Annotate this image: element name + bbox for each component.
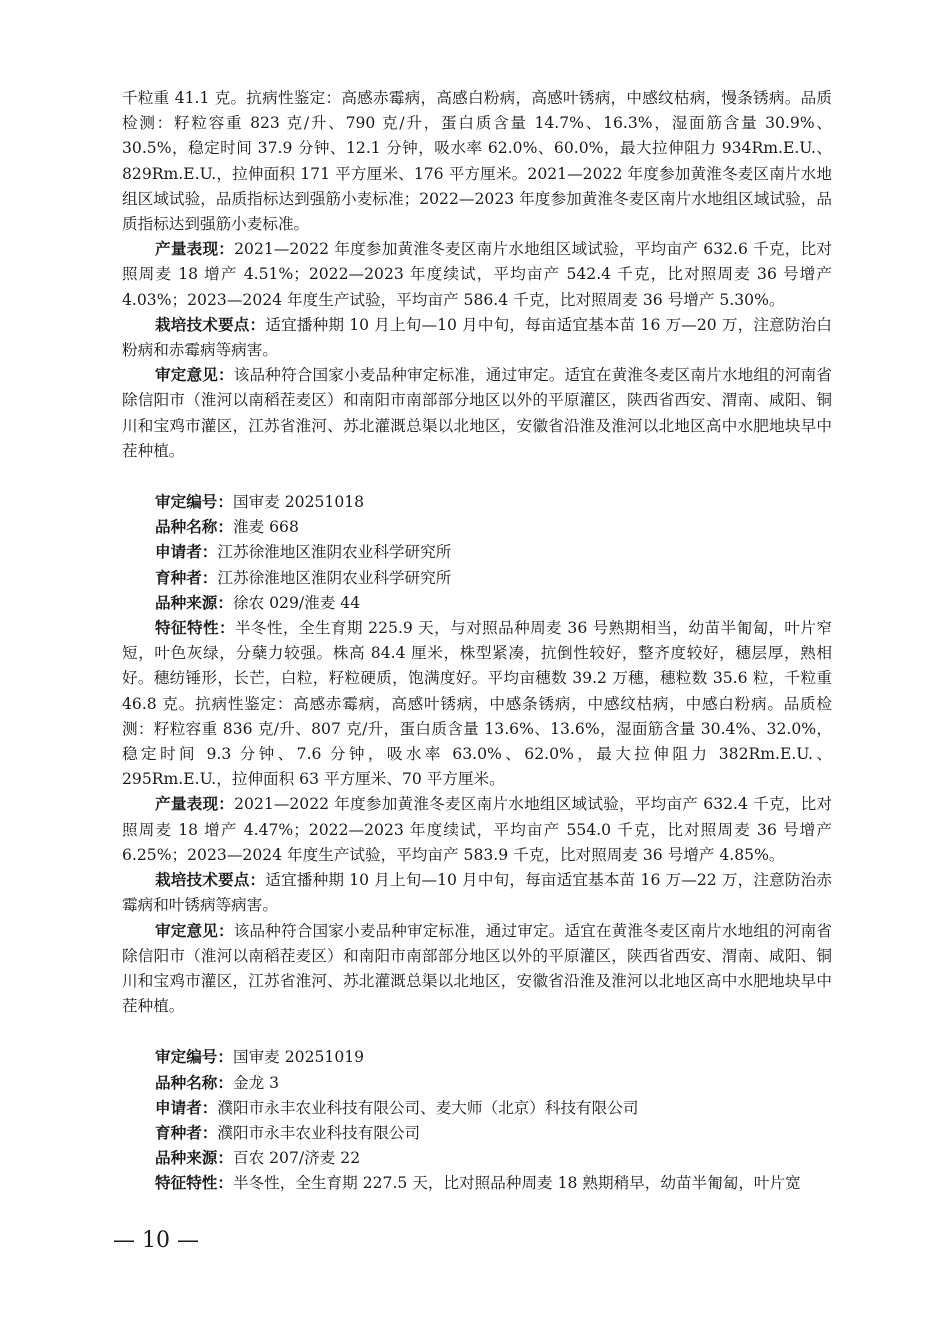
name-value: 淮麦 668 — [232, 518, 299, 537]
entry2-source — [122, 591, 832, 616]
name-label: 品种名称： — [155, 518, 233, 537]
breeder-label: 育种者： — [155, 568, 218, 587]
opinion-text: 该品种符合国家小麦品种审定标准，通过审定。适宜在黄淮冬麦区南片水地组的河南省除信阳市（淮河以南稻茬麦区）和南阳市南部部分地区以外的平原灌区，陕西省西安、渭南、咸阳、铜川和宝鸡市灌区，江苏省淮河、苏北灌溉总渠以北地区，安徽省沿淮及淮河以北地区高中水肥地块早中茬种植。 — [122, 366, 832, 460]
entry2-opinion — [122, 919, 832, 1020]
yield-text: 2021—2022 年度参加黄淮冬麦区南片水地组区域试验，平均亩产 632.4 千克，比对照周麦 18 增产 4.47%；2022—2023 年度续试，平均亩产 554.0 千克，比对照周麦 36 号增产 6.25%；2023—2024 年度生产试验，平均亩产 583.9 千克，比对照周麦 36 号增产 4.85%。 — [122, 795, 832, 864]
applicant-label: 申请者： — [155, 1098, 218, 1117]
tech-label: 栽培技术要点： — [155, 315, 266, 334]
applicant-label: 申请者： — [155, 543, 218, 562]
breeder-value: 濮阳市永丰农业科技有限公司 — [217, 1123, 421, 1142]
entry2-traits — [122, 616, 832, 792]
opinion-label: 审定意见： — [155, 366, 234, 385]
traits-label: 特征特性： — [155, 1174, 233, 1193]
intro-tech-paragraph — [122, 313, 832, 363]
entry3-applicant — [122, 1096, 832, 1121]
code-value: 国审麦 20251019 — [232, 1048, 365, 1067]
entry2-applicant — [122, 540, 832, 565]
intro-opinion-paragraph — [122, 363, 832, 464]
entry2-breeder — [122, 566, 832, 591]
entry3-breeder — [122, 1121, 832, 1146]
entry3-code — [122, 1045, 832, 1070]
yield-text: 2021—2022 年度参加黄淮冬麦区南片水地组区域试验，平均亩产 632.6 千克，比对照周麦 18 增产 4.51%；2022—2023 年度续试，平均亩产 542.4 千克，比对照周麦 36 号增产 4.03%；2023—2024 年度生产试验，平均亩产 586.4 千克，比对照周麦 36 号增产 5.30%。 — [122, 240, 832, 309]
entry3-source — [122, 1146, 832, 1171]
opinion-text: 该品种符合国家小麦品种审定标准，通过审定。适宜在黄淮冬麦区南片水地组的河南省除信阳市（淮河以南稻茬麦区）和南阳市南部部分地区以外的平原灌区，陕西省西安、渭南、咸阳、铜川和宝鸡市灌区，江苏省淮河、苏北灌溉总渠以北地区，安徽省沿淮及淮河以北地区高中水肥地块早中茬种植。 — [122, 921, 832, 1016]
intro-yield-paragraph — [122, 237, 832, 313]
entry2-code — [122, 490, 832, 515]
applicant-value: 濮阳市永丰农业科技有限公司、麦大师（北京）科技有限公司 — [217, 1098, 639, 1117]
source-label: 品种来源： — [155, 593, 233, 612]
traits-text: 半冬性，全生育期 225.9 天，与对照品种周麦 36 号熟期相当，幼苗半匍匐，叶片窄短，叶色灰绿，分蘖力较强。株高 84.4 厘米，株型紧凑，抗倒性较好，整齐度较好，穗层厚，熟相好。穗纺锤形，长芒，白粒，籽粒硬质，饱满度好。平均亩穗数 39.2 万穗，穗粒数 35.6 粒，千粒重 46.8 克。抗病性鉴定：高感赤霉病，高感叶锈病，中感条锈病，中感纹枯病，中感白粉病。品质检测：籽粒容重 836 克/升、807 克/升，蛋白质含量 13.6%、13.6%，湿面筋含量 30.4%、32.0%，稳定时间 9.3 分钟、7.6 分钟，吸水率 63.0%、62.0%，最大拉伸阻力 382Rm.E.U.、295Rm.E.U.，拉伸面积 63 平方厘米、70 平方厘米。 — [122, 619, 832, 789]
opinion-label: 审定意见： — [155, 921, 234, 940]
name-value: 金龙 3 — [232, 1073, 280, 1092]
source-value: 百农 207/济麦 22 — [232, 1149, 361, 1168]
tech-text: 适宜播种期 10 月上旬—10 月中旬，每亩适宜基本苗 16 万—22 万，注意防治赤霉病和叶锈病等病害。 — [122, 871, 832, 915]
applicant-value: 江苏徐淮地区淮阴农业科学研究所 — [217, 543, 452, 562]
entry2-tech — [122, 868, 832, 918]
breeder-label: 育种者： — [155, 1123, 218, 1142]
code-value: 国审麦 20251018 — [232, 493, 365, 512]
name-label: 品种名称： — [155, 1073, 233, 1092]
document-body — [122, 86, 832, 1197]
tech-text: 适宜播种期 10 月上旬—10 月中旬，每亩适宜基本苗 16 万—20 万，注意防治白粉病和赤霉病等病害。 — [122, 315, 832, 360]
page-number: — 10 — — [113, 1228, 199, 1253]
yield-label: 产量表现： — [155, 795, 235, 814]
source-value: 徐农 029/淮麦 44 — [232, 593, 361, 612]
tech-label: 栽培技术要点： — [155, 871, 266, 890]
entry2-yield — [122, 792, 832, 868]
traits-text: 半冬性，全生育期 227.5 天，比对照品种周麦 18 熟期稍早，幼苗半匍匐，叶片宽 — [232, 1174, 801, 1193]
source-label: 品种来源： — [155, 1149, 233, 1168]
traits-label: 特征特性： — [155, 619, 235, 638]
yield-label: 产量表现： — [155, 240, 235, 259]
intro-traits-paragraph: 千粒重 41.1 克。抗病性鉴定：高感赤霉病，高感白粉病，高感叶锈病，中感纹枯病，慢条锈病。品质检测：籽粒容重 823 克/升、790 克/升，蛋白质含量 14.7%、16.3%，湿面筋含量 30.9%、30.5%，稳定时间 37.9 分钟、12.1 分钟，吸水率 62.0%、60.0%，最大拉伸阻力 934Rm.E.U.、829Rm.E.U.，拉伸面积 171 平方厘米、176 平方厘米。2021—2022 年度参加黄淮冬麦区南片水地组区域试验，品质指标达到强筋小麦标准；2022—2023 年度参加黄淮冬麦区南片水地组区域试验，品质指标达到强筋小麦标准。 — [122, 89, 832, 234]
code-label: 审定编号： — [155, 493, 233, 512]
breeder-value: 江苏徐淮地区淮阴农业科学研究所 — [217, 568, 452, 587]
code-label: 审定编号： — [155, 1048, 233, 1067]
entry3-name — [122, 1071, 832, 1096]
entry3-traits — [122, 1171, 832, 1196]
entry2-name — [122, 515, 832, 540]
